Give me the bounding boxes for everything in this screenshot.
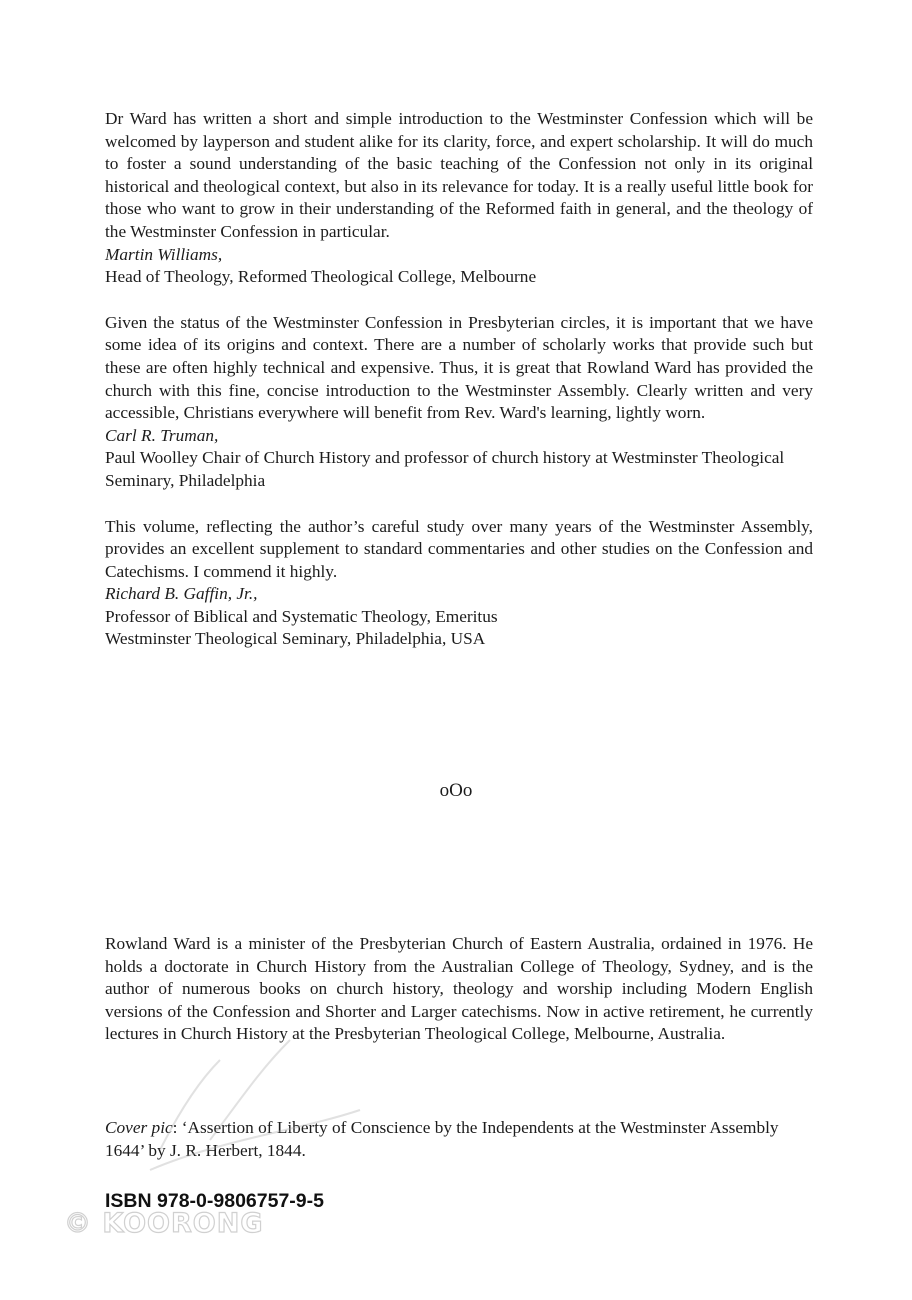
cover-credit-text: : ‘Assertion of Liberty of Conscience by the Independents at the Westminster Assembly 1644’ by J. R. Herbert, 1844. — [105, 1118, 779, 1160]
endorsement-text: Given the status of the Westminster Confession in Presbyterian circles, it is important that we have some idea of its origins and context. There are a number of scholarly works that provide such but these are often highly technical and expensive. Thus, it is great that Rowland Ward has provided the church with this fine, concise introduction to the Westminster Assembly. Clearly written and very accessible, Christians everywhere will benefit from Rev. Ward's learning, lightly worn. — [105, 312, 813, 423]
endorsements-section — [105, 108, 813, 674]
author-bio-text: Rowland Ward is a minister of the Presbyterian Church of Eastern Australia, ordained in 1976. He holds a doctorate in Church History from the Australian College of Theology, Sydney, and is the author of numerous books on church history, theology and worship including Modern English versions of the Confession and Shorter and Larger catechisms. Now in active retirement, he currently lectures in Church History at the Presbyterian Theological College, Melbourne, Australia. — [105, 934, 813, 1044]
endorsement-author: Carl R. Truman, — [105, 425, 219, 445]
endorsement-role: Westminster Theological Seminary, Philadelphia, USA — [105, 629, 486, 649]
endorsement-role: Paul Woolley Chair of Church History and professor of church history at Westminster Theological Seminary, Philadelphia — [105, 448, 785, 490]
endorsement-1 — [105, 108, 813, 289]
watermark-logo: © KOORONG — [64, 1208, 264, 1239]
endorsement-author: Martin Williams, — [105, 244, 223, 264]
endorsement-text: Dr Ward has written a short and simple introduction to the Westminster Confession which will be welcomed by layperson and student alike for its clarity, force, and expert scholarship. It will do much to foster a sound understanding of the basic teaching of the Confession not only in its original historical and theological context, but also in its relevance for today. It is a really useful little book for those who want to grow in their understanding of the Reformed faith in general, and the theology of the Westminster Confession in particular. — [105, 109, 813, 241]
endorsement-3 — [105, 516, 813, 652]
author-bio — [105, 933, 813, 1046]
endorsement-role: Head of Theology, Reformed Theological College, Melbourne — [105, 267, 537, 287]
cover-credit — [105, 1117, 813, 1162]
isbn-number: ISBN 978-0-9806757-9-5 — [105, 1190, 324, 1212]
endorsement-role: Professor of Biblical and Systematic Theology, Emeritus — [105, 606, 498, 626]
cover-credit-label: Cover pic — [105, 1118, 173, 1137]
section-separator: oOo — [439, 780, 473, 801]
endorsement-text: This volume, reflecting the author’s careful study over many years of the Westminster Assembly, provides an excellent supplement to standard commentaries and other studies on the Confession and Catechisms. I commend it highly. — [105, 516, 813, 581]
endorsement-2 — [105, 312, 813, 493]
endorsement-author: Richard B. Gaffin, Jr., — [105, 584, 258, 604]
